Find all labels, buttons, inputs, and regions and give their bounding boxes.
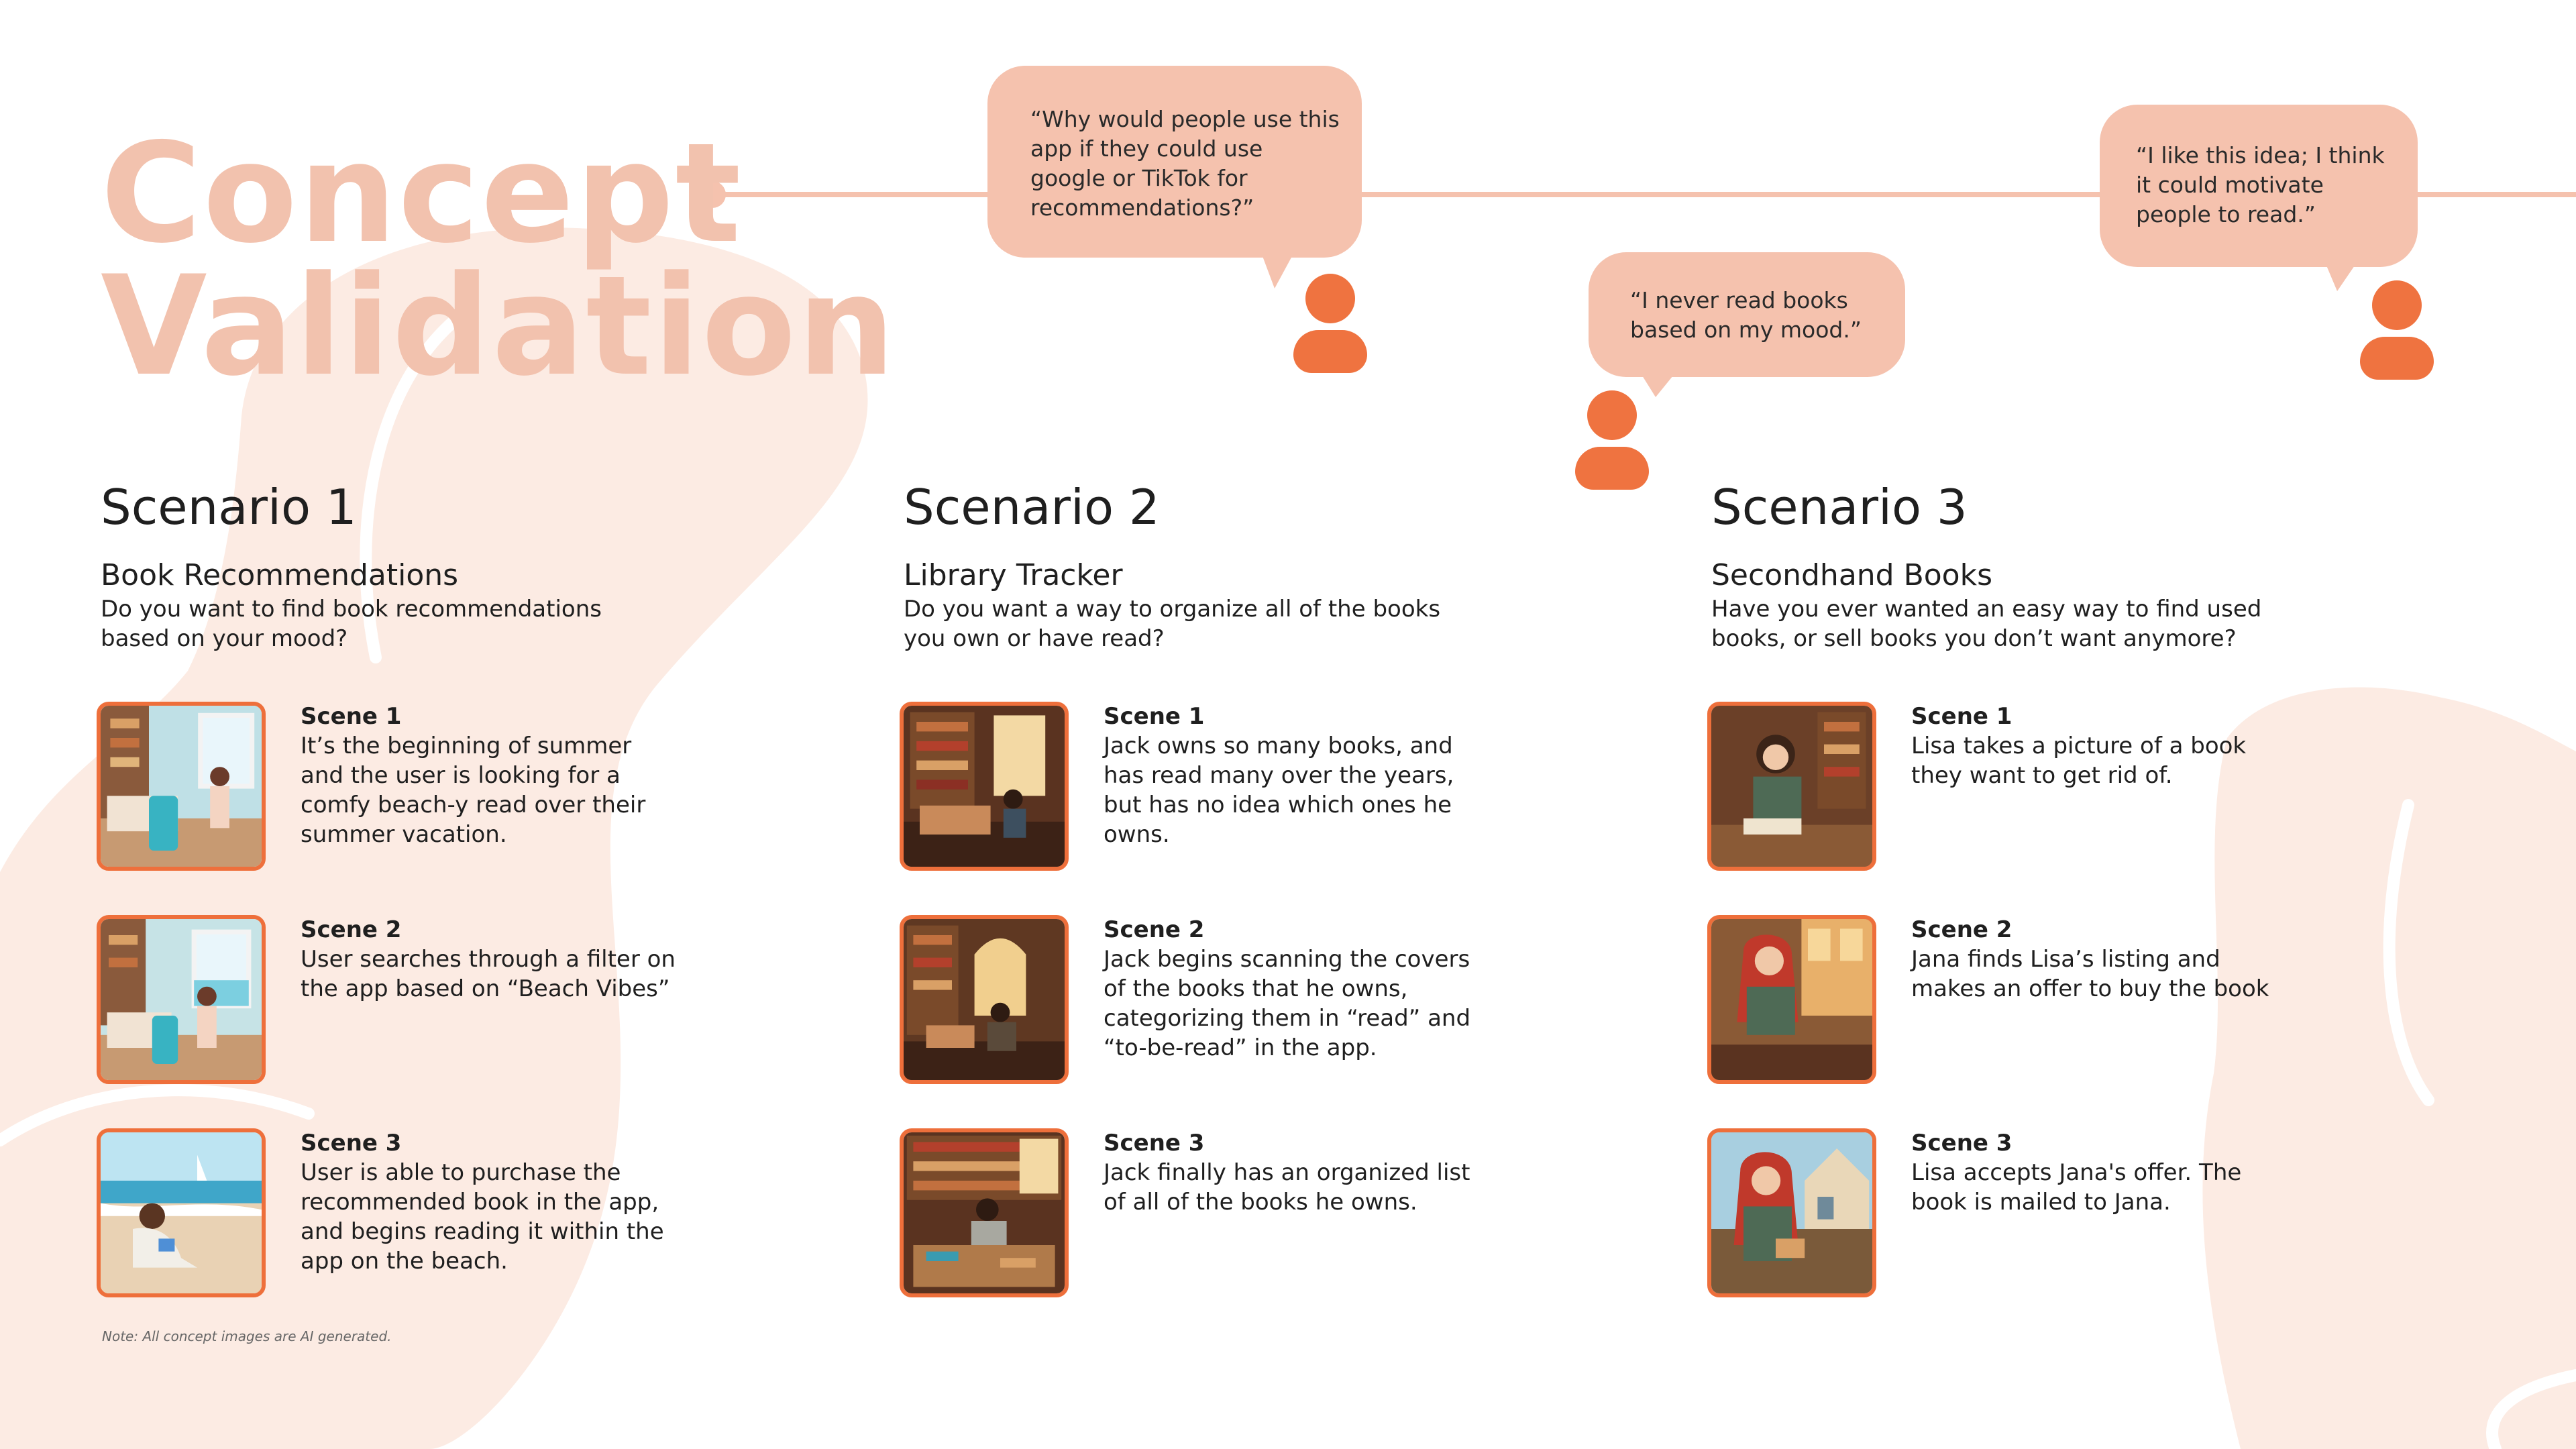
scene-description: Lisa accepts Jana's offer. The book is mailed to Jana. bbox=[1911, 1159, 2242, 1216]
scene-title: Scene 3 bbox=[301, 1130, 402, 1157]
scene-title: Scene 3 bbox=[1104, 1130, 1205, 1157]
title-line-1: Concept bbox=[101, 114, 743, 274]
scene-card bbox=[97, 1128, 687, 1309]
scene-card bbox=[1707, 1128, 2298, 1309]
quote-bubble-1: “Why would people use this app if they could use google or TikTok for recommendations?” bbox=[987, 66, 1362, 258]
person-icon bbox=[1575, 390, 1649, 491]
scenario-3 bbox=[1711, 474, 2302, 1216]
scene-image-beach bbox=[97, 1128, 266, 1297]
scene-description: Jack begins scanning the covers of the books that he owns, categorizing them in “read” and “to-be-read” in the app. bbox=[1104, 946, 1471, 1061]
scene-title: Scene 1 bbox=[1911, 703, 2012, 730]
scene-image-bedroom bbox=[97, 702, 266, 871]
scene-description: Jack finally has an organized list of all of the books he owns. bbox=[1104, 1159, 1470, 1216]
scene-description: User is able to purchase the recommended book in the app, and begins reading it within the app on the beach. bbox=[301, 1159, 664, 1275]
person-icon bbox=[2360, 280, 2434, 381]
scene-title: Scene 2 bbox=[1104, 916, 1205, 943]
scenario-question: Do you want to find book recommendations based on your mood? bbox=[101, 596, 602, 652]
scenario-name: Secondhand Books bbox=[1711, 558, 1993, 592]
scene-image-library bbox=[900, 702, 1069, 871]
scene-description: It’s the beginning of summer and the user is looking for a comfy beach-y read over their summer vacation. bbox=[301, 733, 646, 848]
scene-image-library bbox=[900, 1128, 1069, 1297]
scenario-heading: Scenario 1 bbox=[101, 479, 357, 535]
scene-card bbox=[1707, 702, 2298, 883]
scenario-heading: Scenario 2 bbox=[904, 479, 1160, 535]
footnote: Note: All concept images are AI generated. bbox=[102, 1328, 392, 1344]
scene-title: Scene 2 bbox=[301, 916, 402, 943]
scene-card bbox=[900, 1128, 1490, 1309]
scenario-name: Library Tracker bbox=[904, 558, 1123, 592]
scene-card bbox=[900, 915, 1490, 1096]
scene-card bbox=[1707, 915, 2298, 1096]
scene-title: Scene 1 bbox=[1104, 703, 1205, 730]
scene-description: Jana finds Lisa’s listing and makes an offer to buy the book bbox=[1911, 946, 2269, 1002]
quote-bubble-2: “I never read books based on my mood.” bbox=[1589, 252, 1905, 377]
scenario-name: Book Recommendations bbox=[101, 558, 459, 592]
quote-bubble-3: “I like this idea; I think it could motivate people to read.” bbox=[2100, 105, 2418, 267]
scene-card bbox=[97, 702, 687, 883]
title-line-2: Validation bbox=[101, 247, 897, 407]
scene-description: Lisa takes a picture of a book they want to get rid of. bbox=[1911, 733, 2247, 789]
person-icon bbox=[1293, 274, 1367, 374]
scenario-1 bbox=[101, 474, 691, 1275]
scenario-question: Have you ever wanted an easy way to find used books, or sell books you don’t want anymore? bbox=[1711, 596, 2262, 652]
scene-image-library bbox=[900, 915, 1069, 1084]
scene-title: Scene 1 bbox=[301, 703, 402, 730]
scene-title: Scene 3 bbox=[1911, 1130, 2012, 1157]
scenario-2 bbox=[904, 474, 1494, 1216]
scene-image-cafe bbox=[1707, 915, 1876, 1084]
scenario-question: Do you want a way to organize all of the books you own or have read? bbox=[904, 596, 1441, 652]
scene-description: User searches through a filter on the app based on “Beach Vibes” bbox=[301, 946, 676, 1002]
scenario-heading: Scenario 3 bbox=[1711, 479, 1968, 535]
scene-image-street bbox=[1707, 1128, 1876, 1297]
scene-image-reading-desk bbox=[1707, 702, 1876, 871]
scene-image-bedroom bbox=[97, 915, 266, 1084]
scene-card bbox=[900, 702, 1490, 883]
scene-title: Scene 2 bbox=[1911, 916, 2012, 943]
scene-description: Jack owns so many books, and has read many over the years, but has no idea which ones he owns. bbox=[1104, 733, 1454, 848]
page-title bbox=[101, 114, 897, 407]
scene-card bbox=[97, 915, 687, 1096]
